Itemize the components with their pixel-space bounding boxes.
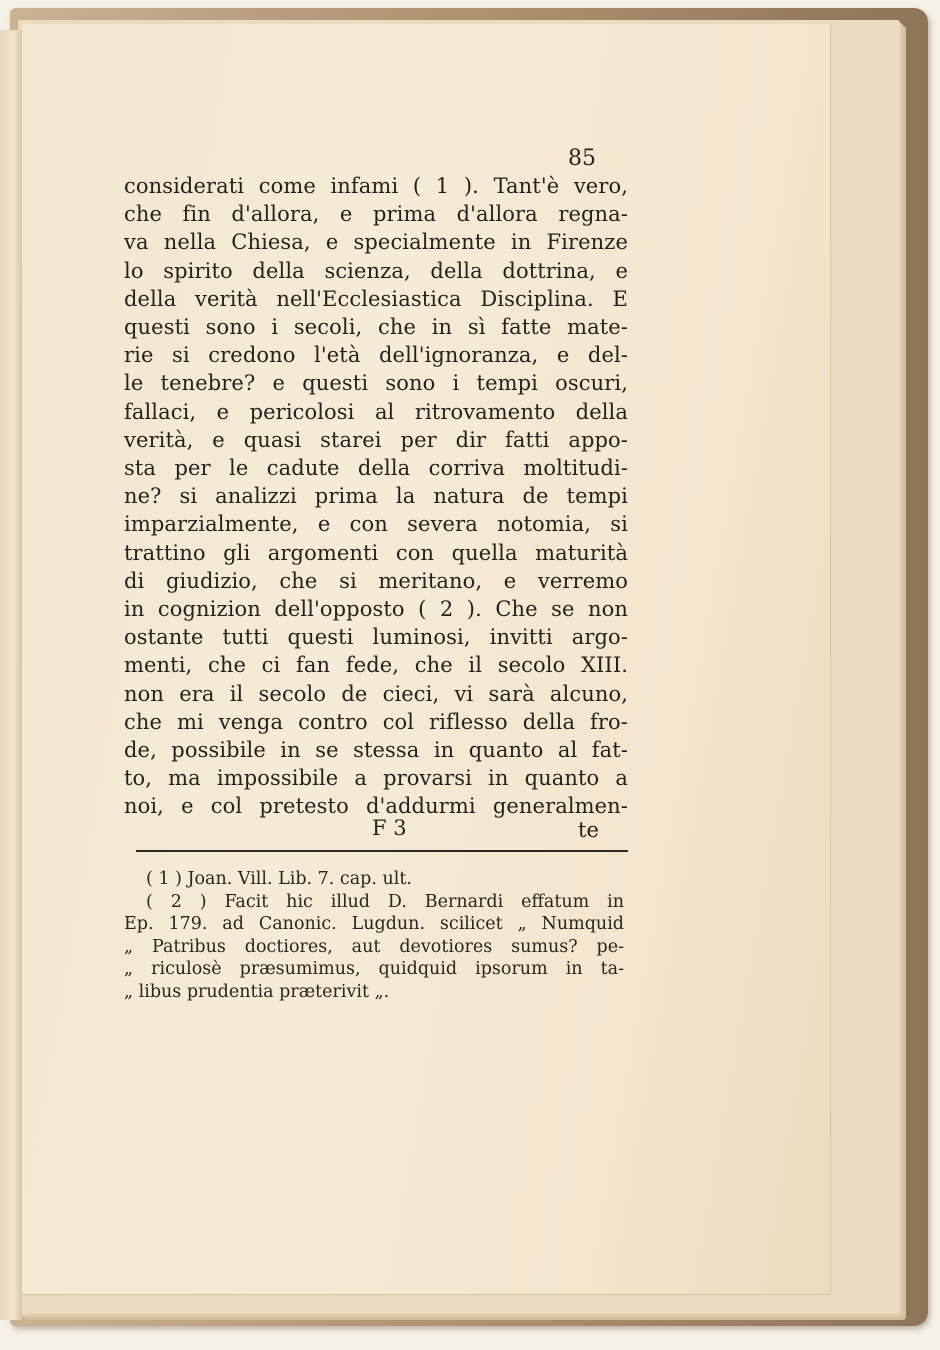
body-line: lo spirito della scienza, della dottrina, e <box>124 258 628 283</box>
body-line: di giudizio, che si meritano, e verremo <box>124 568 628 593</box>
footnote-line: „ Patribus doctiores, aut devotiores sumus? pe- <box>124 936 624 957</box>
footnote-rule <box>136 850 628 852</box>
body-line: in cognizion dell'opposto ( 2 ). Che se non <box>124 597 628 622</box>
page-number: 85 <box>568 146 596 171</box>
body-line: le tenebre? e questi sono i tempi oscuri, <box>124 371 628 396</box>
body-line: va nella Chiesa, e specialmente in Firenze <box>124 230 628 255</box>
footnote-line: Ep. 179. ad Canonic. Lugdun. scilicet „ Numquid <box>124 914 624 935</box>
body-line: che fin d'allora, e prima d'allora regna- <box>124 202 628 227</box>
book-gutter <box>0 30 22 1320</box>
footnote-line: ( 1 ) Joan. Vill. Lib. 7. cap. ult. <box>146 869 412 889</box>
catchword: te <box>578 818 599 842</box>
body-line: imparzialmente, e con severa notomia, si <box>124 512 628 537</box>
footnote-line: „ riculosè præsumimus, quidquid ipsorum in ta- <box>124 959 624 980</box>
body-line: questi sono i secoli, che in sì fatte mate- <box>124 315 628 340</box>
body-line: non era il secolo de cieci, vi sarà alcuno, <box>124 681 628 706</box>
body-line: trattino gli argomenti con quella maturità <box>124 540 628 565</box>
footnotes <box>124 868 624 1004</box>
body-line: della verità nell'Ecclesiastica Disciplina. E <box>124 286 628 311</box>
body-line: menti, che ci fan fede, che il secolo XIII. <box>124 653 628 678</box>
footnote-line: „ libus prudentia præterivit „. <box>124 981 390 1002</box>
signature-mark: F 3 <box>372 816 407 840</box>
footnote-line: ( 2 ) Facit hic illud D. Bernardi effatum in <box>146 891 624 912</box>
body-line: to, ma impossibile a provarsi in quanto a <box>124 766 628 791</box>
body-line: che mi venga contro col riflesso della fro- <box>124 709 628 734</box>
body-line: ne? si analizzi prima la natura de tempi <box>124 484 628 509</box>
body-text <box>124 172 628 821</box>
body-line: noi, e col pretesto d'addurmi generalmen- <box>124 794 628 819</box>
body-line: verità, e quasi starei per dir fatti appo- <box>124 427 628 452</box>
body-line: considerati come infami ( 1 ). Tant'è vero, <box>124 174 628 198</box>
body-line: fallaci, e pericolosi al ritrovamento della <box>124 399 628 424</box>
body-line: rie si credono l'età dell'ignoranza, e del- <box>124 343 628 368</box>
body-line: ostante tutti questi luminosi, invitti argo- <box>124 625 628 650</box>
body-line: de, possibile in se stessa in quanto al fat- <box>124 738 628 763</box>
body-line: sta per le cadute della corriva moltitudi- <box>124 456 628 481</box>
